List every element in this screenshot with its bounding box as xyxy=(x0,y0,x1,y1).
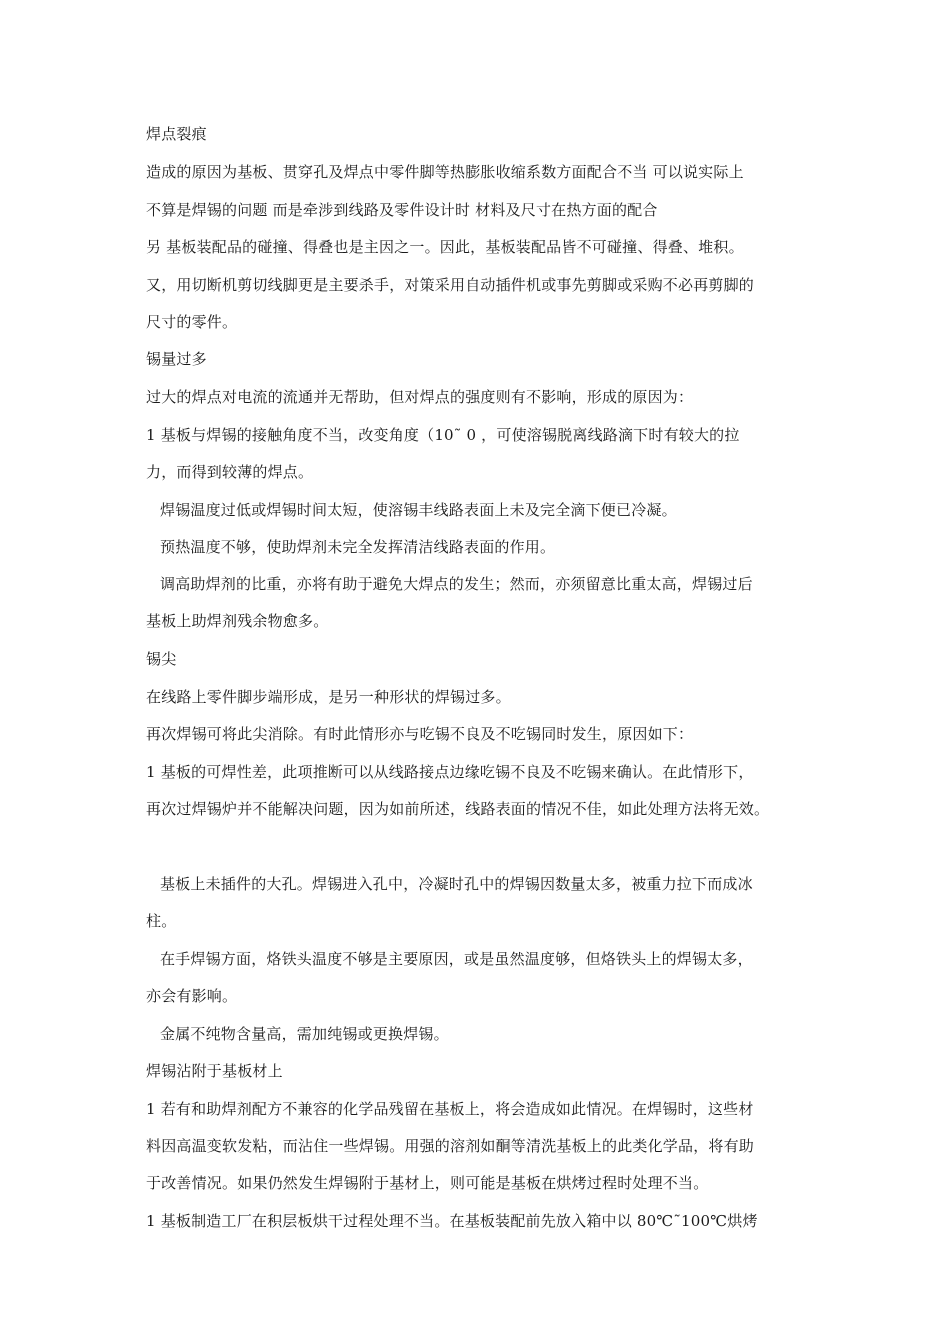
text-line: 尺寸的零件。 xyxy=(146,313,238,331)
text-line: 金属不纯物含量高，需加纯锡或更换焊锡。 xyxy=(160,1025,449,1043)
text-line: 在线路上零件脚步端形成，是另一种形状的焊锡过多。 xyxy=(146,688,511,706)
heading-solder-icicle: 锡尖 xyxy=(146,650,177,668)
text-line: 预热温度不够，使助焊剂未完全发挥清洁线路表面的作用。 xyxy=(160,538,556,556)
text-line: 焊锡温度过低或焊锡时间太短，使溶锡丰线路表面上未及完全滴下便已冷凝。 xyxy=(160,501,677,519)
text-line: 基板上未插件的大孔。焊锡进入孔中，冷凝时孔中的焊锡因数量太多，被重力拉下而成冰 xyxy=(160,875,753,893)
text-line: 在手焊锡方面，烙铁头温度不够是主要原因，或是虽然温度够，但烙铁头上的焊锡太多， xyxy=(160,950,753,968)
text-line: 料因高温变软发粘，而沾住一些焊锡。用强的溶剂如酮等清洗基板上的此类化学品，将有助 xyxy=(146,1137,755,1155)
text-line: 过大的焊点对电流的流通并无帮助，但对焊点的强度则有不影响，形成的原因为： xyxy=(146,388,694,406)
text-line: 另 基板装配品的碰撞、得叠也是主因之一。因此，基板装配品皆不可碰撞、得叠、堆积。 xyxy=(146,238,744,256)
heading-excess-solder: 锡量过多 xyxy=(146,350,207,368)
heading-solder-on-substrate: 焊锡沾附于基板材上 xyxy=(146,1062,283,1080)
text-line: 力，而得到较薄的焊点。 xyxy=(146,463,314,481)
text-line: 基板上助焊剂残余物愈多。 xyxy=(146,612,329,630)
text-line: 1 基板的可焊性差，此项推断可以从线路接点边缘吃锡不良及不吃锡来确认。在此情形下， xyxy=(146,763,754,781)
text-line: 再次焊锡可将此尖消除。有时此情形亦与吃锡不良及不吃锡同时发生，原因如下： xyxy=(146,725,694,743)
text-line: 亦会有影响。 xyxy=(146,987,238,1005)
text-line: 不算是焊锡的问题 而是牵涉到线路及零件设计时 材料及尺寸在热方面的配合 xyxy=(146,201,658,219)
text-line: 再次过焊锡炉并不能解决问题，因为如前所述，线路表面的情况不佳，如此处理方法将无效。 xyxy=(146,800,770,818)
text-line: 1 基板制造工厂在积层板烘干过程处理不当。在基板装配前先放入箱中以 80℃˜100℃烘烤 xyxy=(146,1212,758,1230)
text-line: 于改善情况。如果仍然发生焊锡附于基材上，则可能是基板在烘烤过程时处理不当。 xyxy=(146,1174,709,1192)
text-line: 柱。 xyxy=(146,912,177,930)
text-line: 造成的原因为基板、贯穿孔及焊点中零件脚等热膨胀收缩系数方面配合不当 可以说实际上 xyxy=(146,163,744,181)
text-line: 又，用切断机剪切线脚更是主要杀手，对策采用自动插件机或事先剪脚或采购不必再剪脚的 xyxy=(146,276,755,294)
text-line: 1 基板与焊锡的接触角度不当，改变角度（10˜ 0 ，可使溶锡脱离线路滴下时有较大的拉 xyxy=(146,426,740,444)
text-line: 调高助焊剂的比重，亦将有助于避免大焊点的发生；然而，亦须留意比重太高，焊锡过后 xyxy=(160,575,753,593)
text-line: 1 若有和助焊剂配方不兼容的化学品残留在基板上，将会造成如此情况。在焊锡时，这些材 xyxy=(146,1100,754,1118)
heading-solder-crack: 焊点裂痕 xyxy=(146,125,207,143)
